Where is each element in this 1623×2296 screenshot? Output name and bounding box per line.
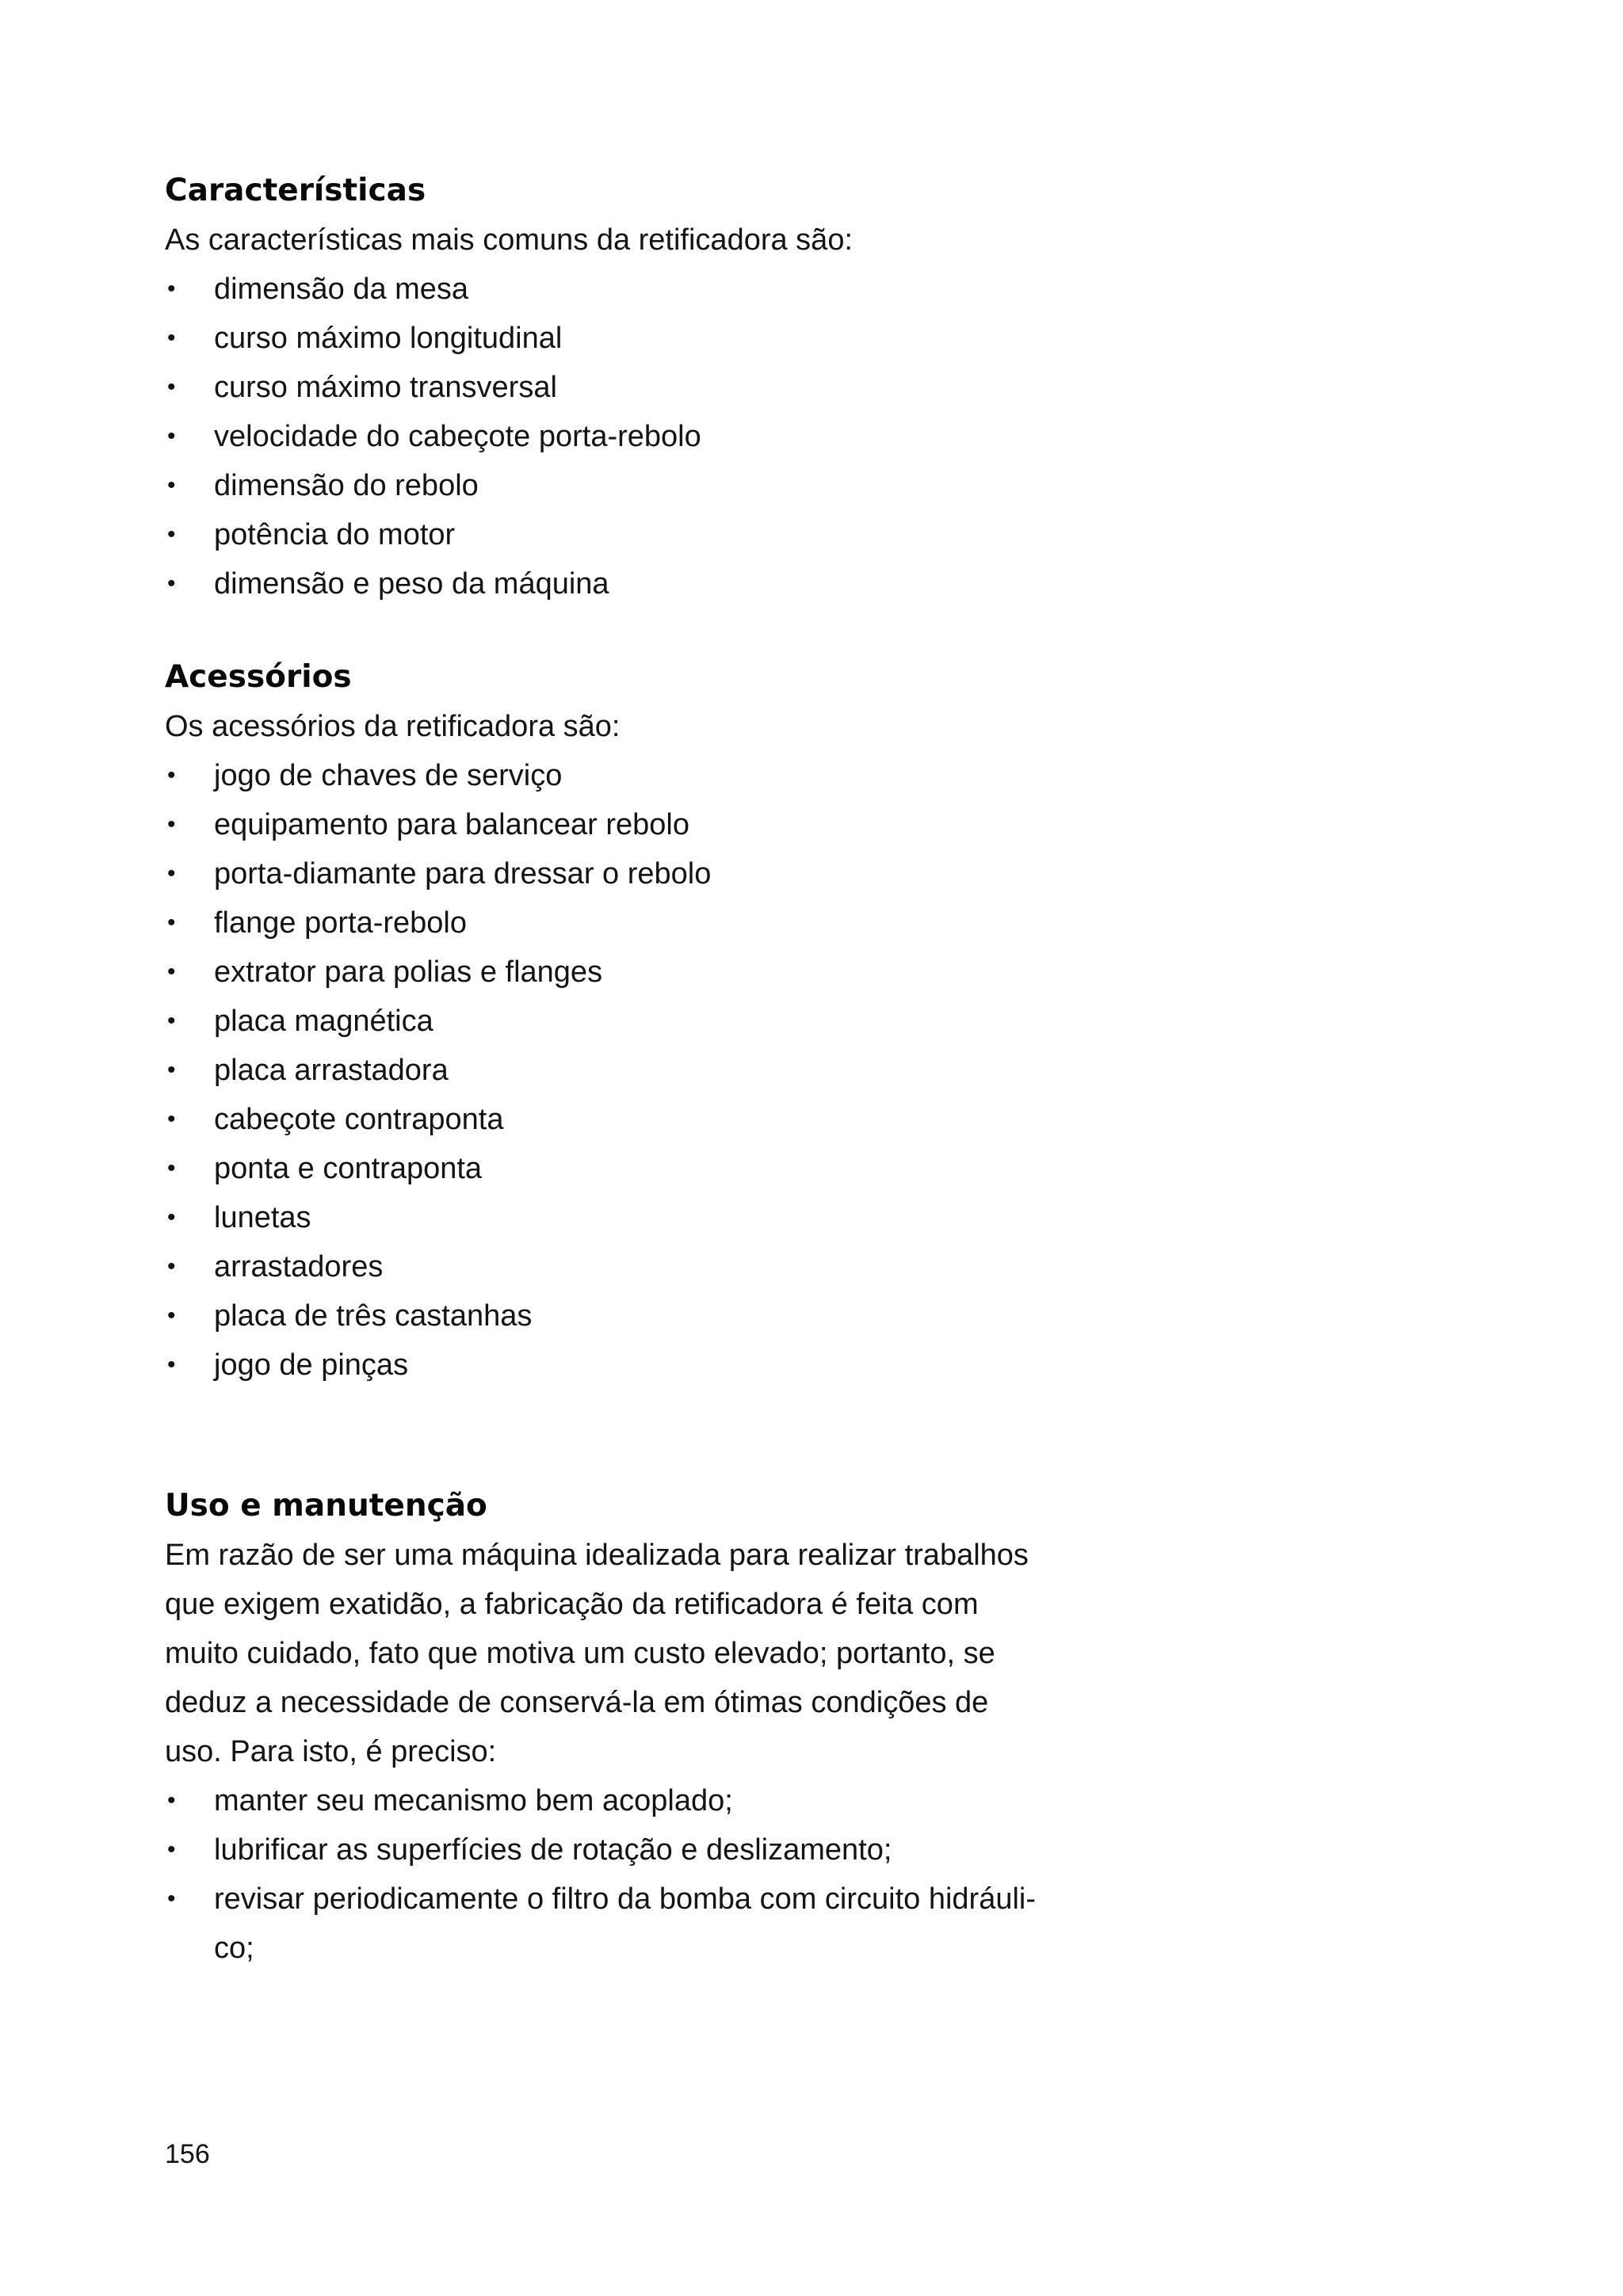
list-item xyxy=(165,800,1068,849)
list-item-text: placa de três castanhas xyxy=(214,1299,533,1333)
bullet-list xyxy=(165,1776,1068,1973)
list-item xyxy=(165,898,1068,948)
section-acessorios xyxy=(165,653,1068,1390)
paragraph-line: que exigem exatidão, a fabricação da retificadora é feita com xyxy=(165,1588,979,1621)
list-item-text: placa magnética xyxy=(214,1005,433,1038)
bullet-icon: • xyxy=(167,1106,176,1132)
bullet-icon: • xyxy=(167,1253,176,1280)
bullet-icon: • xyxy=(167,1886,176,1912)
list-item xyxy=(165,559,1068,608)
list-item xyxy=(165,997,1068,1046)
list-item xyxy=(165,1776,1068,1825)
list-item xyxy=(165,751,1068,800)
section-heading: Acessórios xyxy=(165,659,352,695)
list-item-text: equipamento para balancear rebolo xyxy=(214,808,689,841)
list-item-text: dimensão da mesa xyxy=(214,273,469,306)
list-item xyxy=(165,314,1068,363)
list-item-text: lunetas xyxy=(214,1201,311,1234)
bullet-icon: • xyxy=(167,1787,176,1814)
bullet-icon: • xyxy=(167,423,176,449)
section-heading: Características xyxy=(165,173,426,208)
list-item xyxy=(165,1046,1068,1095)
list-item-text: velocidade do cabeçote porta-rebolo xyxy=(214,420,701,453)
bullet-icon: • xyxy=(167,1155,176,1181)
bullet-icon: • xyxy=(167,910,176,936)
section-intro: Os acessórios da retificadora são: xyxy=(165,710,621,743)
bullet-list xyxy=(165,751,1068,1390)
bullet-icon: • xyxy=(167,1836,176,1863)
list-item xyxy=(165,1144,1068,1193)
list-item xyxy=(165,1875,1068,1973)
section-heading: Uso e manutenção xyxy=(165,1488,487,1524)
list-item-text: potência do motor xyxy=(214,518,456,551)
list-item xyxy=(165,265,1068,314)
list-item xyxy=(165,849,1068,898)
list-item-text: curso máximo transversal xyxy=(214,371,557,404)
paragraph-line: deduz a necessidade de conservá-la em ótimas condições de xyxy=(165,1686,989,1719)
section-uso-e-manutencao xyxy=(165,1482,1068,1973)
bullet-icon: • xyxy=(167,959,176,985)
list-item-text: curso máximo longitudinal xyxy=(214,322,563,355)
list-item xyxy=(165,510,1068,559)
list-item-text: porta-diamante para dressar o rebolo xyxy=(214,857,712,891)
section-caracteristicas xyxy=(165,166,1068,608)
section-paragraph xyxy=(165,1531,1068,1776)
list-item-text: dimensão do rebolo xyxy=(214,469,479,502)
bullet-icon: • xyxy=(167,325,176,351)
section-spacer xyxy=(165,1390,1068,1482)
bullet-icon: • xyxy=(167,1204,176,1230)
bullet-icon: • xyxy=(167,1302,176,1329)
list-item-text: flange porta-rebolo xyxy=(214,906,467,940)
list-item-text: revisar periodicamente o filtro da bomba com circuito hidráuli- xyxy=(214,1882,1037,1916)
bullet-icon: • xyxy=(167,762,176,788)
paragraph-line: uso. Para isto, é preciso: xyxy=(165,1735,497,1768)
list-item xyxy=(165,1825,1068,1875)
bullet-icon: • xyxy=(167,1057,176,1083)
bullet-icon: • xyxy=(167,860,176,887)
list-item-text: ponta e contraponta xyxy=(214,1152,483,1185)
list-item xyxy=(165,1341,1068,1390)
list-item xyxy=(165,412,1068,461)
list-item-text-continuation: co; xyxy=(214,1932,254,1965)
bullet-icon: • xyxy=(167,1352,176,1378)
list-item xyxy=(165,461,1068,510)
page-number: 156 xyxy=(165,2139,210,2169)
list-item xyxy=(165,363,1068,412)
list-item-text: manter seu mecanismo bem acoplado; xyxy=(214,1784,733,1817)
bullet-icon: • xyxy=(167,374,176,400)
list-item-text: jogo de chaves de serviço xyxy=(214,759,563,792)
bullet-icon: • xyxy=(167,1008,176,1034)
paragraph-line: Em razão de ser uma máquina idealizada para realizar trabalhos xyxy=(165,1539,1029,1572)
list-item-text: jogo de pinças xyxy=(214,1348,409,1382)
bullet-list xyxy=(165,265,1068,608)
list-item-text: dimensão e peso da máquina xyxy=(214,567,609,601)
bullet-icon: • xyxy=(167,472,176,498)
bullet-icon: • xyxy=(167,276,176,302)
list-item-text: arrastadores xyxy=(214,1250,384,1283)
bullet-icon: • xyxy=(167,521,176,547)
section-spacer xyxy=(165,608,1068,653)
list-item xyxy=(165,1291,1068,1341)
section-intro: As características mais comuns da retificadora são: xyxy=(165,223,854,257)
list-item xyxy=(165,1193,1068,1242)
list-item xyxy=(165,1242,1068,1291)
list-item xyxy=(165,1095,1068,1144)
list-item-text: placa arrastadora xyxy=(214,1054,449,1087)
paragraph-line: muito cuidado, fato que motiva um custo elevado; portanto, se xyxy=(165,1637,995,1670)
list-item xyxy=(165,948,1068,997)
page-content xyxy=(165,166,1068,1973)
list-item-text: cabeçote contraponta xyxy=(214,1103,504,1136)
list-item-text: lubrificar as superfícies de rotação e deslizamento; xyxy=(214,1833,892,1867)
list-item-text: extrator para polias e flanges xyxy=(214,955,603,989)
bullet-icon: • xyxy=(167,811,176,837)
bullet-icon: • xyxy=(167,570,176,597)
